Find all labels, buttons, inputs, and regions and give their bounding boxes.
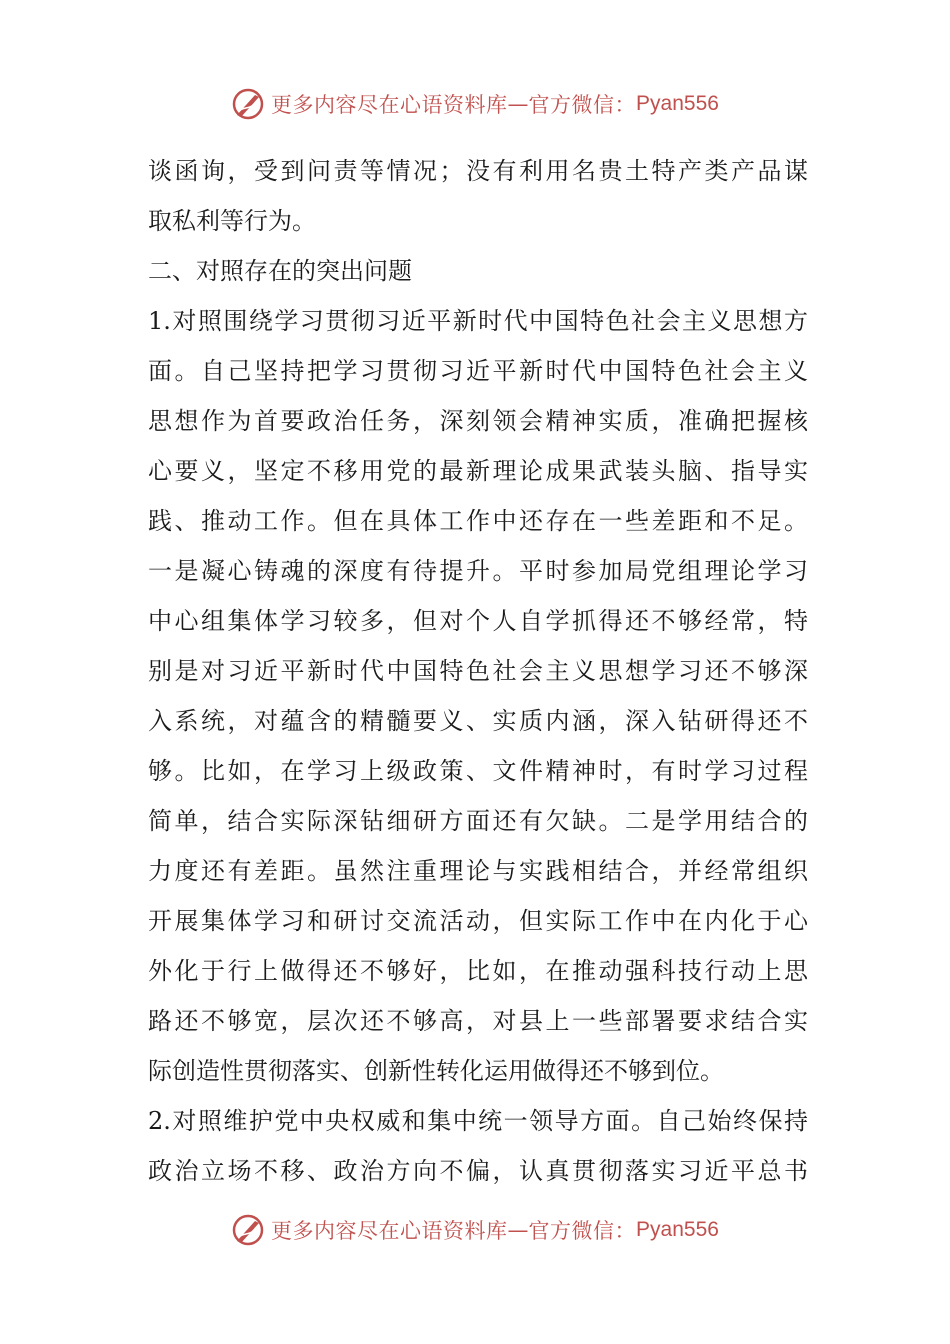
header-banner: [0, 84, 950, 124]
wechat-id: Pyan556: [636, 92, 719, 115]
text-line: 取私利等行为。: [148, 207, 316, 235]
footer-banner: [0, 1210, 950, 1250]
text-line: 开展集体学习和研讨交流活动，但实际工作中在内化于心: [148, 907, 808, 935]
text-line: 简单，结合实际深钻细研方面还有欠缺。二是学用结合的: [148, 807, 808, 835]
text-line: 1.对照围绕学习贯彻习近平新时代中国特色社会主义思想方: [148, 307, 808, 335]
banner-dash: —: [507, 92, 529, 116]
text-line: 际创造性贯彻落实、创新性转化运用做得还不够到位。: [148, 1057, 724, 1085]
wechat-label: 官方微信：: [528, 93, 637, 117]
section-heading: 二、对照存在的突出问题: [148, 257, 412, 285]
text-line: 够。比如，在学习上级政策、文件精神时，有时学习过程: [148, 757, 808, 785]
text-line: 思想作为首要政治任务，深刻领会精神实质，准确把握核: [148, 407, 808, 435]
text-line: 面。自己坚持把学习贯彻习近平新时代中国特色社会主义: [148, 357, 808, 385]
text-line: 谈函询，受到问责等情况；没有利用名贵土特产类产品谋: [148, 157, 808, 185]
text-line: 力度还有差距。虽然注重理论与实践相结合，并经常组织: [148, 857, 808, 885]
banner-text: 更多内容尽在心语资料库: [271, 1219, 508, 1243]
pen-logo-icon: [231, 1213, 265, 1247]
banner-text: 更多内容尽在心语资料库: [271, 93, 508, 117]
text-line: 入系统，对蕴含的精髓要义、实质内涵，深入钻研得还不: [148, 707, 808, 735]
text-line: 外化于行上做得还不够好，比如，在推动强科技行动上思: [148, 957, 808, 985]
text-line: 中心组集体学习较多，但对个人自学抓得还不够经常，特: [148, 607, 808, 635]
text-line: 政治立场不移、政治方向不偏，认真贯彻落实习近平总书: [148, 1157, 808, 1185]
text-line: 践、推动工作。但在具体工作中还存在一些差距和不足。: [148, 507, 808, 535]
text-line: 心要义，坚定不移用党的最新理论成果武装头脑、指导实: [148, 457, 808, 485]
banner-dash: —: [507, 1218, 529, 1242]
pen-logo-icon: [231, 87, 265, 121]
wechat-id: Pyan556: [636, 1218, 719, 1241]
wechat-label: 官方微信：: [528, 1219, 637, 1243]
text-line: 一是凝心铸魂的深度有待提升。平时参加局党组理论学习: [148, 557, 808, 585]
text-line: 别是对习近平新时代中国特色社会主义思想学习还不够深: [148, 657, 808, 685]
text-line: 2.对照维护党中央权威和集中统一领导方面。自己始终保持: [148, 1107, 808, 1135]
text-line: 路还不够宽，层次还不够高，对县上一些部署要求结合实: [148, 1007, 808, 1035]
